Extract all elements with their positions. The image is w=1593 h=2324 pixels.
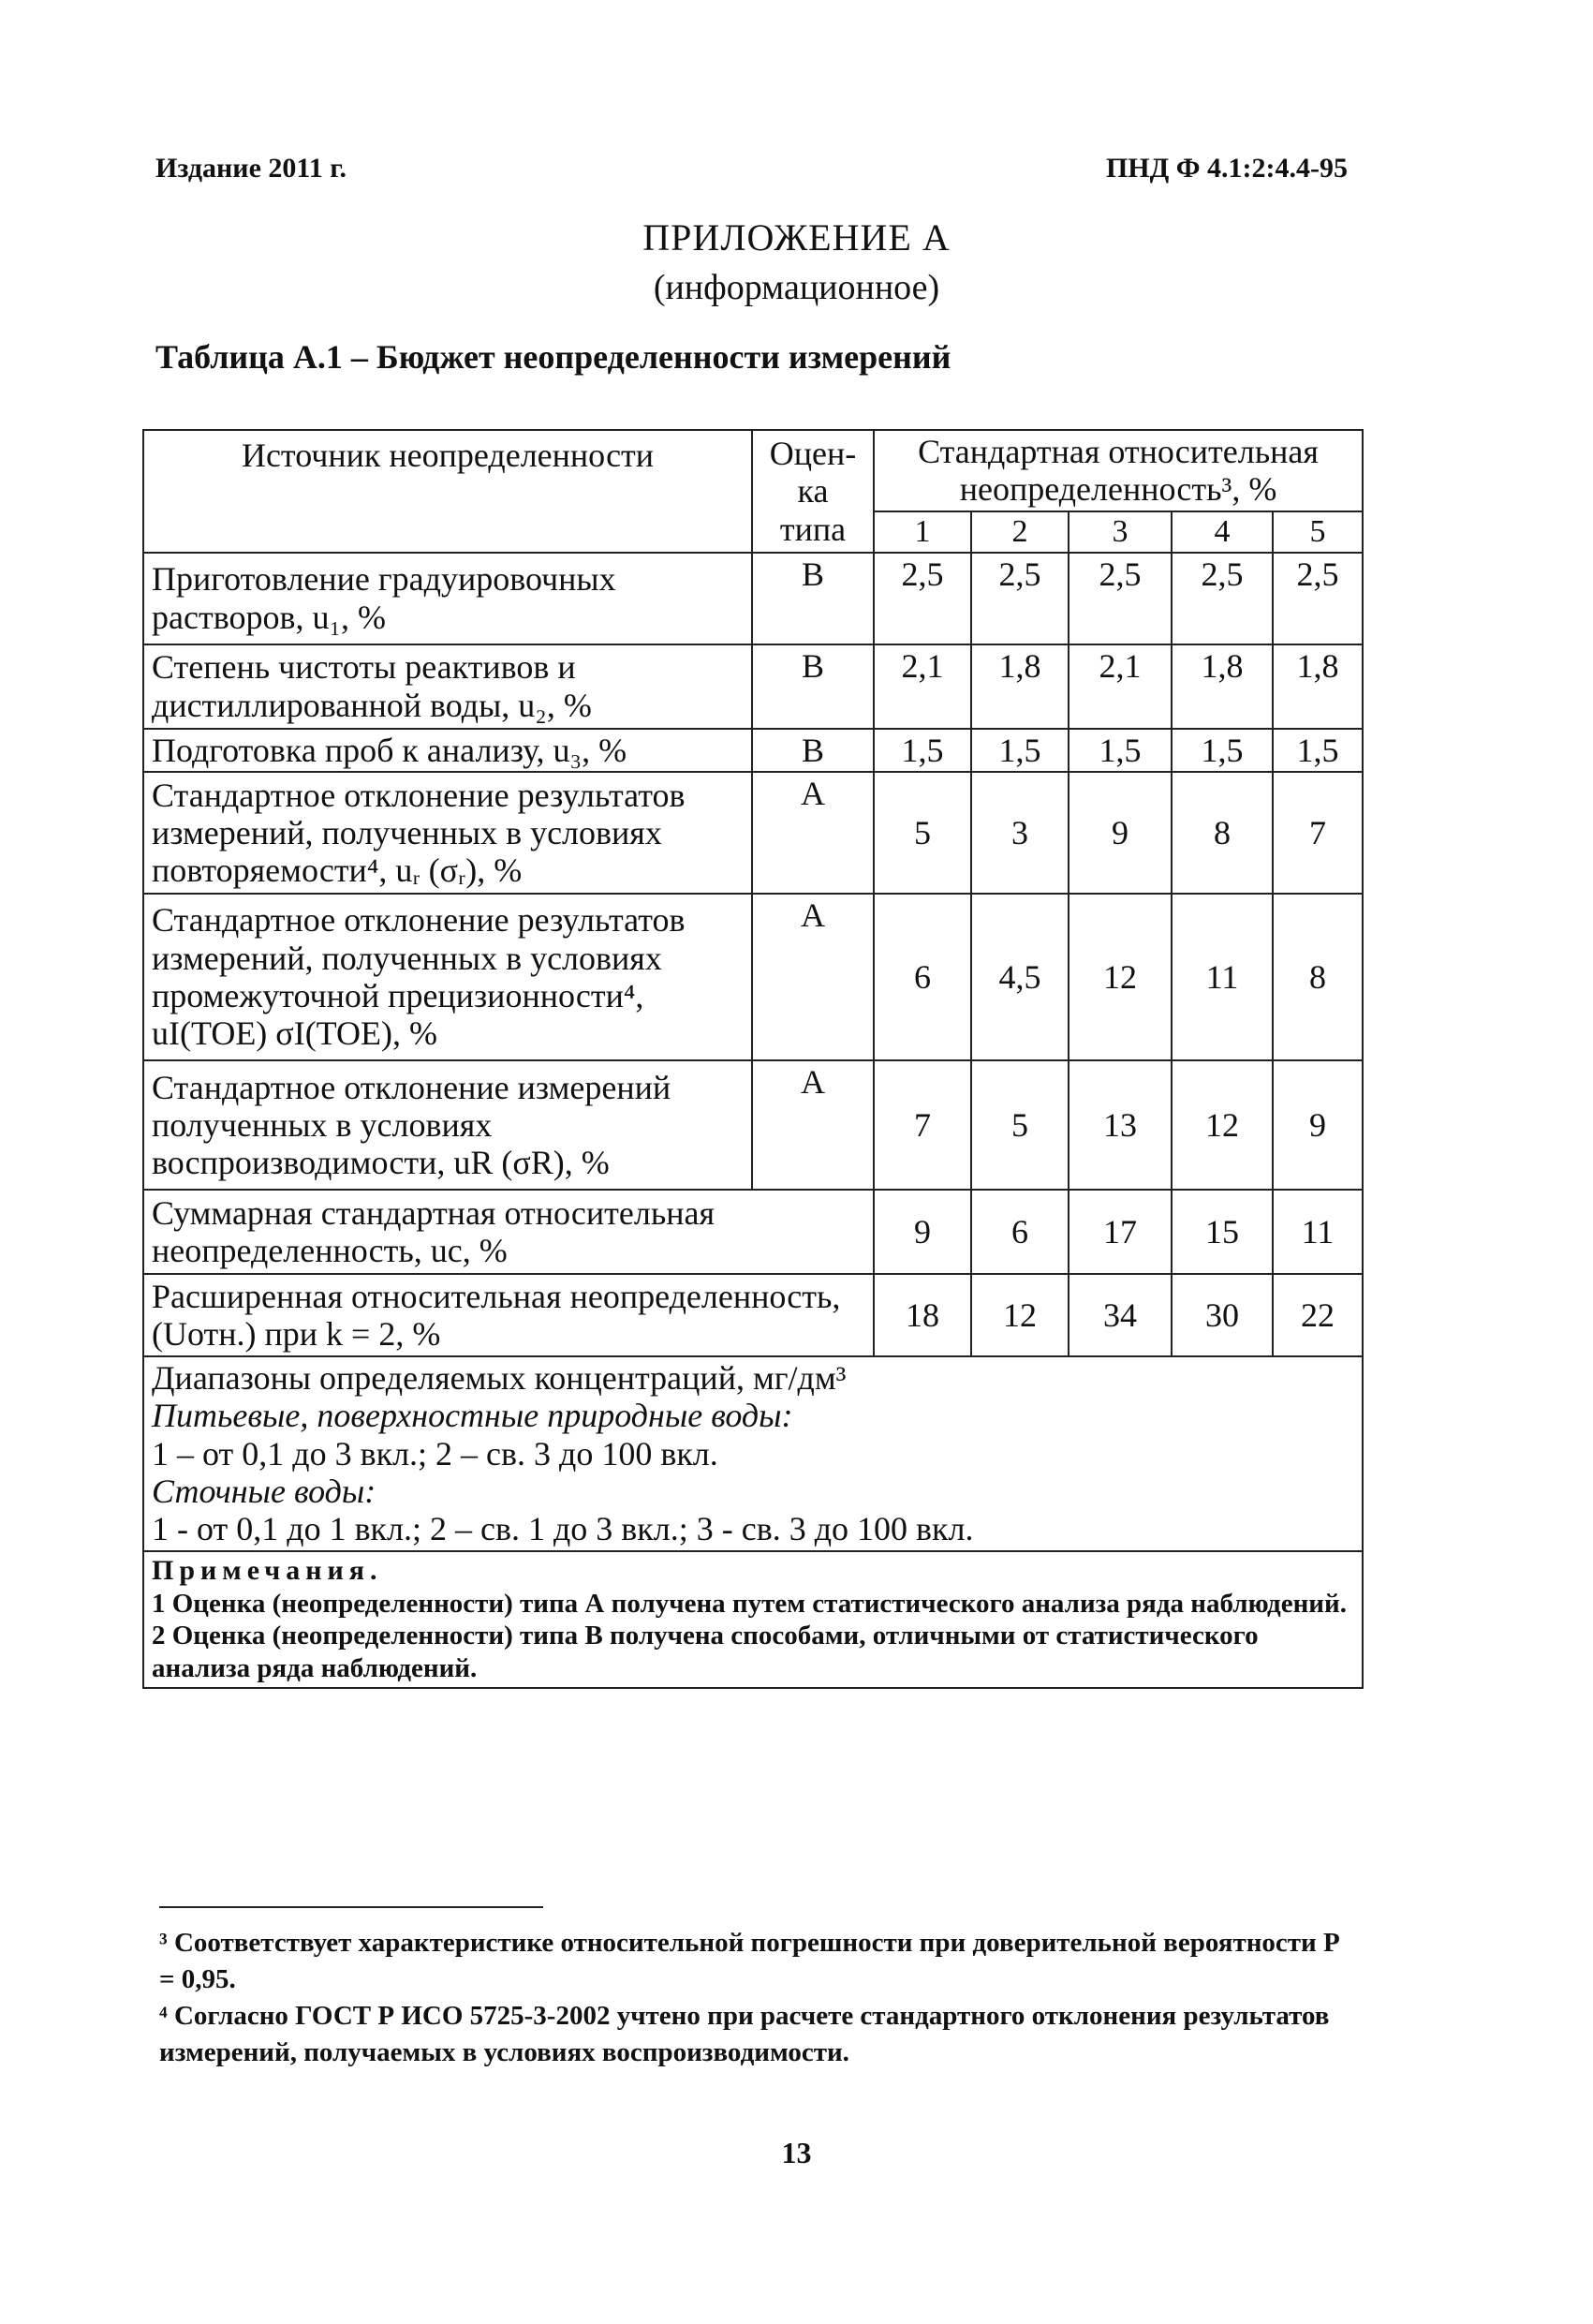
- expanded-value: 12: [971, 1274, 1069, 1356]
- footnote-3: ³ Соответствует характеристике относительной погрешности при доверительной вероятности Р = 0,95.: [159, 1928, 1340, 1995]
- edition-label: Издание 2011 г.: [155, 153, 347, 184]
- table-row: [143, 553, 1363, 644]
- row-source: Стандартное отклонение результатов измерений, полученных в условиях промежуточной прецизионности⁴, uI(TOE) σI(TOE), %: [143, 894, 752, 1060]
- table-row: [143, 1060, 1363, 1190]
- column-header: 5: [1273, 511, 1363, 553]
- row-value: 9: [1273, 1060, 1363, 1190]
- combined-uncertainty-row: [143, 1190, 1363, 1274]
- waste-water-ranges: 1 - от 0,1 до 1 вкл.; 2 – св. 1 до 3 вкл.; 3 - св. 3 до 100 вкл.: [152, 1510, 974, 1548]
- row-value: 1,5: [874, 729, 971, 772]
- expanded-value: 18: [874, 1274, 971, 1356]
- note-2: 2 Оценка (неопределенности) типа В получена способами, отличными от статистического анализа ряда наблюдений.: [152, 1621, 1259, 1684]
- row-value: 2,1: [874, 644, 971, 729]
- table-header-row: [143, 430, 1363, 511]
- row-value: 12: [1172, 1060, 1273, 1190]
- document-code: ПНД Ф 4.1:2:4.4-95: [1105, 153, 1348, 184]
- row-value: 9: [1069, 772, 1172, 894]
- ranges-cell: [143, 1356, 1363, 1551]
- row-value: 1,8: [1172, 644, 1273, 729]
- header-source: Источник неопределенности: [143, 430, 752, 553]
- expanded-uncertainty-row: [143, 1274, 1363, 1356]
- row-value: 1,5: [1172, 729, 1273, 772]
- row-value: 1,8: [1273, 644, 1363, 729]
- row-value: 3: [971, 772, 1069, 894]
- row-value: 8: [1172, 772, 1273, 894]
- row-value: 1,5: [1069, 729, 1172, 772]
- row-value: 2,5: [1273, 553, 1363, 644]
- expanded-value: 34: [1069, 1274, 1172, 1356]
- row-value: 4,5: [971, 894, 1069, 1060]
- header-relative-uncertainty: Стандартная относительная неопределенность³, %: [874, 430, 1363, 511]
- notes-cell: [143, 1551, 1363, 1688]
- row-type: B: [752, 644, 874, 729]
- table-row: [143, 772, 1363, 894]
- table-row: [143, 894, 1363, 1060]
- footnote-separator: [159, 1906, 543, 1908]
- row-value: 8: [1273, 894, 1363, 1060]
- row-value: 13: [1069, 1060, 1172, 1190]
- drinking-water-label: Питьевые, поверхностные природные воды:: [152, 1397, 793, 1435]
- row-value: 1,8: [971, 644, 1069, 729]
- notes-row: [143, 1551, 1363, 1688]
- column-header: 3: [1069, 511, 1172, 553]
- notes-title: Примечания.: [152, 1554, 383, 1586]
- row-value: 2,5: [971, 553, 1069, 644]
- row-value: 2,5: [1069, 553, 1172, 644]
- expanded-value: 22: [1273, 1274, 1363, 1356]
- note-1: 1 Оценка (неопределенности) типа А получена путем статистического анализа ряда наблюдений.: [152, 1588, 1347, 1619]
- row-source: Стандартное отклонение результатов измерений, полученных в условиях повторяемости⁴, uᵣ (σᵣ), %: [143, 772, 752, 894]
- column-header: 4: [1172, 511, 1273, 553]
- row-value: 11: [1172, 894, 1273, 1060]
- combined-value: 11: [1273, 1190, 1363, 1274]
- waste-water-label: Сточные воды:: [152, 1472, 376, 1510]
- row-source: Степень чистоты реактивов и дистиллированной воды, u₂, %: [143, 644, 752, 729]
- row-value: 7: [1273, 772, 1363, 894]
- appendix-subtitle: (информационное): [653, 268, 940, 307]
- row-value: 12: [1069, 894, 1172, 1060]
- column-header: 2: [971, 511, 1069, 553]
- row-value: 6: [874, 894, 971, 1060]
- row-value: 2,5: [1172, 553, 1273, 644]
- combined-value: 15: [1172, 1190, 1273, 1274]
- row-type: A: [752, 894, 874, 1060]
- row-value: 2,5: [874, 553, 971, 644]
- combined-label: Суммарная стандартная относительная неопределенность, uc, %: [143, 1190, 874, 1274]
- drinking-water-ranges: 1 – от 0,1 до 3 вкл.; 2 – св. 3 до 100 вкл.: [152, 1434, 718, 1473]
- row-type: A: [752, 1060, 874, 1190]
- expanded-label: Расширенная относительная неопределенность, (Uотн.) при k = 2, %: [143, 1274, 874, 1356]
- row-source: Подготовка проб к анализу, u₃, %: [143, 729, 752, 772]
- header-type: Оцен-ка типа: [752, 430, 874, 553]
- row-source: Приготовление градуировочных растворов, u₁, %: [143, 553, 752, 644]
- expanded-value: 30: [1172, 1274, 1273, 1356]
- appendix-title: ПРИЛОЖЕНИЕ А: [642, 216, 951, 259]
- uncertainty-budget-table: [142, 429, 1364, 1689]
- row-type: A: [752, 772, 874, 894]
- row-value: 2,1: [1069, 644, 1172, 729]
- table-row: [143, 644, 1363, 729]
- row-value: 7: [874, 1060, 971, 1190]
- footnotes: [159, 1925, 1349, 2072]
- combined-value: 9: [874, 1190, 971, 1274]
- row-value: 5: [874, 772, 971, 894]
- column-header: 1: [874, 511, 971, 553]
- row-type: B: [752, 729, 874, 772]
- footnote-4: ⁴ Согласно ГОСТ Р ИСО 5725-3-2002 учтено при расчете стандартного отклонения результатов измерений, получаемых в условиях воспроизводимости.: [159, 2001, 1330, 2068]
- ranges-title: Диапазоны определяемых концентраций, мг/дм³: [152, 1359, 847, 1398]
- combined-value: 6: [971, 1190, 1069, 1274]
- row-value: 5: [971, 1060, 1069, 1190]
- row-value: 1,5: [971, 729, 1069, 772]
- table-caption: Таблица А.1 – Бюджет неопределенности измерений: [155, 338, 951, 376]
- row-source: Стандартное отклонение измерений полученных в условиях воспроизводимости, uR (σR), %: [143, 1060, 752, 1190]
- combined-value: 17: [1069, 1190, 1172, 1274]
- row-type: B: [752, 553, 874, 644]
- page-number: 13: [781, 2136, 812, 2169]
- ranges-row: [143, 1356, 1363, 1551]
- row-value: 1,5: [1273, 729, 1363, 772]
- table-row: [143, 729, 1363, 772]
